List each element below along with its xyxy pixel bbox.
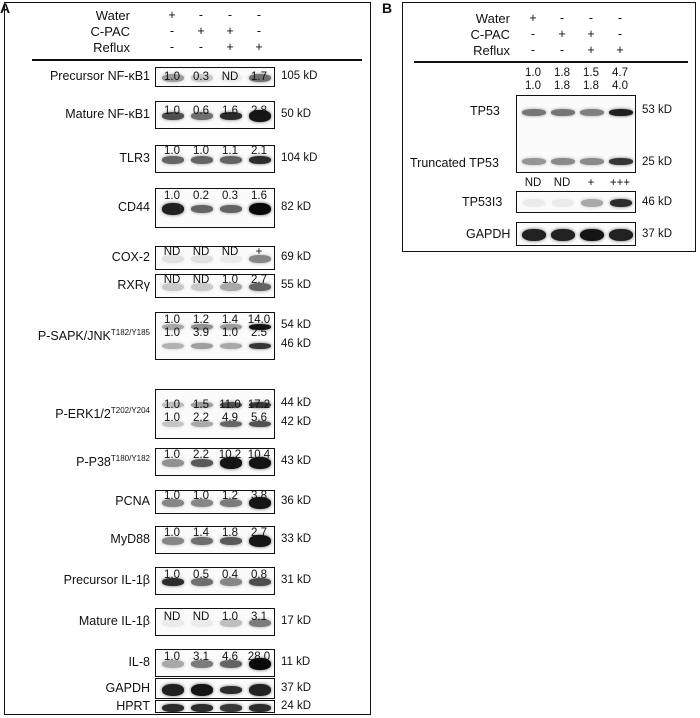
quant-value: 0.6 [193, 105, 209, 117]
quant-value: ND [221, 71, 239, 83]
protein-name: TLR3 [119, 151, 150, 165]
blot-14-band [220, 686, 242, 694]
treatment-symbol: - [588, 11, 594, 25]
quant-value: 3.1 [251, 611, 267, 623]
quant-value: 1.0 [164, 314, 180, 326]
blot-3-band [191, 205, 213, 213]
protein-label [10, 495, 150, 508]
panel-a-letter: A [0, 0, 11, 16]
kd-marker: 104 kD [281, 152, 318, 164]
blot-15-band [220, 704, 242, 712]
tp53-band [580, 158, 604, 165]
tp53-band [522, 158, 546, 165]
kd-marker: 55 kD [281, 279, 312, 291]
protein-label [10, 574, 150, 587]
blot-3-band [220, 205, 242, 213]
quant-value: 1.8 [583, 80, 599, 92]
quant-value: ND [163, 611, 181, 623]
quant-value: 1.6 [222, 105, 238, 117]
protein-name: MyD88 [110, 532, 150, 546]
protein-name: Mature IL-1β [78, 614, 150, 628]
protein-label [10, 279, 150, 292]
quant-value: ND [163, 274, 181, 286]
tp53i3-label: TP53I3 [462, 195, 503, 209]
protein-label [10, 108, 150, 121]
blot-15-band [191, 704, 213, 712]
protein-name: HPRT [116, 698, 150, 713]
protein-label [10, 201, 150, 214]
quant-value: 1.0 [164, 145, 180, 157]
blot-14 [155, 678, 275, 699]
quant-value: 1.0 [164, 399, 180, 411]
tp53i3-band [610, 199, 632, 207]
quant-value: 0.8 [251, 569, 267, 581]
kd-marker: 17 kD [281, 615, 312, 627]
quant-value: + [587, 177, 595, 189]
quant-value: 4.6 [222, 651, 238, 663]
quant-value: 1.0 [525, 67, 541, 79]
kd-marker: 105 kD [281, 70, 318, 82]
kd-marker: 44 kD [281, 397, 312, 409]
blot-15-band [162, 704, 184, 712]
quant-value: ND [163, 246, 181, 258]
quant-value: 1.2 [222, 490, 238, 502]
treatment-symbol: + [255, 40, 263, 54]
quant-value: 1.0 [164, 105, 180, 117]
panel-b-header-rule [414, 61, 688, 63]
protein-label [10, 615, 150, 628]
quant-value: 10.4 [247, 449, 271, 461]
treatment-symbol: + [616, 43, 624, 57]
tp53-band [551, 109, 575, 116]
protein-label [10, 329, 150, 343]
tp53-band [580, 109, 604, 116]
quant-value: 1.0 [222, 611, 238, 623]
quant-value: 10.2 [218, 449, 242, 461]
blot-2-band [162, 156, 184, 164]
quant-value: 1.0 [164, 327, 180, 339]
protein-name: Precursor NF-κB1 [49, 69, 150, 83]
treatment-symbol: - [198, 40, 204, 54]
treatment-symbol: - [617, 27, 623, 41]
quant-value: 11.0 [219, 399, 241, 411]
kd-marker: 31 kD [281, 574, 312, 586]
tp53-band [609, 109, 633, 116]
quant-value: ND [221, 246, 239, 258]
blot-6-band [220, 343, 242, 349]
blot-6-band [249, 343, 271, 349]
blot-15 [155, 700, 275, 713]
treatment-symbol: - [227, 8, 233, 22]
kd-marker: 36 kD [281, 495, 312, 507]
kd-marker: 82 kD [281, 201, 312, 213]
treatment-symbol: + [226, 40, 234, 54]
protein-label [10, 682, 150, 695]
quant-value: ND [524, 177, 542, 189]
tp53-band [522, 109, 546, 116]
tp53i3-band [552, 199, 574, 207]
tp53i3-blot [516, 191, 636, 213]
treatment-label: Water [95, 8, 130, 23]
quant-value: ND [192, 611, 210, 623]
kd-marker: 42 kD [281, 416, 312, 428]
treatment-symbol: - [256, 24, 262, 38]
quant-value: ND [192, 246, 210, 258]
blot-15-band [249, 704, 271, 712]
treatment-symbol: - [198, 8, 204, 22]
protein-name: Mature NF-κB1 [65, 107, 150, 121]
protein-name: IL-8 [128, 655, 150, 669]
quant-value: 1.8 [554, 80, 570, 92]
protein-label [10, 533, 150, 546]
truncated-kd: 25 kD [642, 156, 673, 168]
tp53-blot [516, 95, 636, 173]
treatment-label: C-PAC [90, 24, 130, 39]
quant-value: 1.0 [164, 651, 180, 663]
quant-value: 5.6 [251, 412, 267, 424]
quant-value: 1.1 [222, 145, 238, 157]
treatment-symbol: - [559, 11, 565, 25]
treatment-symbol: + [529, 11, 537, 25]
quant-value: 0.3 [222, 190, 238, 202]
protein-label [10, 656, 150, 669]
quant-value: 1.0 [164, 527, 180, 539]
truncated-tp53-label: Truncated TP53 [410, 156, 499, 170]
kd-marker: 54 kD [281, 319, 312, 332]
treatment-label: Reflux [473, 43, 510, 58]
quant-value: 1.8 [222, 527, 238, 539]
quant-value: 0.2 [193, 190, 209, 202]
treatment-symbol: + [168, 8, 176, 22]
quant-value: 1.0 [525, 80, 541, 92]
quant-value: 1.0 [193, 145, 209, 157]
kd-marker: 43 kD [281, 455, 312, 467]
tp53i3-kd: 46 kD [642, 196, 673, 208]
kd-marker: 37 kD [281, 681, 312, 694]
treatment-symbol: + [197, 24, 205, 38]
treatment-label: C-PAC [470, 27, 510, 42]
protein-name: PCNA [115, 494, 150, 508]
quant-value: 28.0 [247, 651, 271, 663]
blot-6-band [162, 343, 184, 349]
blot-3-band [249, 203, 271, 215]
gapdh-b-kd: 37 kD [642, 228, 673, 240]
quant-value: 1.4 [222, 314, 238, 326]
quant-value: 1.5 [193, 399, 209, 411]
quant-value: 1.4 [193, 527, 209, 539]
treatment-symbol: + [226, 24, 234, 38]
treatment-symbol: + [558, 27, 566, 41]
kd-marker: 33 kD [281, 533, 312, 545]
protein-name: P-ERK1/2 [55, 407, 111, 422]
protein-name: CD44 [118, 200, 150, 214]
quant-value: 4.9 [222, 412, 238, 424]
protein-label [10, 700, 150, 713]
quant-value: 1.2 [193, 314, 209, 326]
blot-14-band [249, 684, 271, 696]
treatment-symbol: + [587, 43, 595, 57]
tp53-band [609, 158, 633, 165]
protein-name: COX-2 [111, 250, 150, 264]
quant-value: 1.0 [164, 569, 180, 581]
treatment-symbol: - [530, 27, 536, 41]
blot-2-band [220, 156, 242, 164]
protein-label [10, 455, 150, 469]
protein-name: RXRγ [117, 278, 150, 292]
blot-6-band [191, 343, 213, 349]
quant-value: 1.0 [164, 190, 180, 202]
quant-value: 2.7 [251, 527, 267, 539]
gapdh-b-band [609, 229, 633, 241]
kd-marker: 46 kD [281, 337, 312, 350]
tp53i3-band [523, 199, 545, 207]
quant-value: 1.0 [222, 274, 238, 286]
kd-marker: 24 kD [281, 699, 312, 712]
treatment-symbol: - [169, 40, 175, 54]
treatment-symbol: - [256, 8, 262, 22]
blot-14-band [191, 684, 213, 696]
blot-3-band [162, 203, 184, 215]
protein-site: T182/Y185 [110, 328, 150, 337]
quant-value: 0.5 [193, 569, 209, 581]
panel-b-letter: B [382, 0, 393, 16]
quant-value: 3.9 [193, 327, 209, 339]
quant-value: 1.5 [583, 67, 599, 79]
quant-value: 2.1 [251, 145, 267, 157]
protein-label [10, 251, 150, 264]
gapdh-b-blot [516, 222, 636, 246]
treatment-symbol: - [169, 24, 175, 38]
protein-label [10, 152, 150, 165]
protein-site: T202/Y204 [110, 406, 150, 415]
quant-value: 4.7 [612, 67, 628, 79]
protein-name: P-SAPK/JNK [37, 329, 111, 344]
quant-value: +++ [609, 177, 631, 189]
tp53-kd: 53 kD [642, 104, 673, 116]
quant-value: 0.3 [193, 71, 209, 83]
quant-value: 1.0 [164, 412, 180, 424]
tp53-band [551, 158, 575, 165]
quant-value: 1.0 [164, 71, 180, 83]
protein-label [10, 70, 150, 83]
quant-value: 3.1 [193, 651, 209, 663]
gapdh-b-band [551, 229, 575, 241]
kd-marker: 69 kD [281, 251, 312, 263]
tp53i3-band [581, 199, 603, 207]
quant-value: ND [192, 274, 210, 286]
quant-value: 2.7 [251, 274, 267, 286]
protein-site: T180/Y182 [110, 454, 150, 463]
quant-value: 2.8 [251, 105, 267, 117]
quant-value: + [255, 246, 263, 258]
quant-value: 4.0 [612, 80, 628, 92]
quant-value: 1.0 [193, 490, 209, 502]
protein-label [10, 407, 150, 421]
quant-value: 3.8 [251, 490, 267, 502]
quant-value: 14.0 [247, 314, 271, 326]
quant-value: 2.5 [251, 327, 267, 339]
gapdh-b-band [580, 229, 604, 241]
protein-name: P-P38 [76, 455, 111, 470]
quant-value: 1.0 [164, 449, 180, 461]
treatment-symbol: - [559, 43, 565, 57]
treatment-symbol: - [617, 11, 623, 25]
treatment-label: Reflux [93, 40, 130, 55]
kd-marker: 11 kD [281, 656, 311, 668]
blot-2-band [191, 156, 213, 164]
quant-value: 1.8 [554, 67, 570, 79]
quant-value: 1.7 [251, 71, 267, 83]
tp53-label: TP53 [470, 104, 500, 118]
panel-a-header-rule [32, 59, 362, 61]
blot-14-band [162, 684, 184, 696]
gapdh-b-label: GAPDH [466, 227, 511, 241]
quant-value: 2.2 [193, 449, 209, 461]
quant-value: 1.0 [222, 327, 238, 339]
quant-value: 17.2 [247, 399, 271, 411]
blot-2-band [249, 156, 271, 164]
treatment-symbol: + [587, 27, 595, 41]
kd-marker: 50 kD [281, 108, 312, 120]
quant-value: 1.6 [251, 190, 267, 202]
protein-name: Precursor IL-1β [63, 573, 150, 587]
quant-value: 0.4 [222, 569, 238, 581]
treatment-label: Water [475, 11, 510, 26]
gapdh-b-band [522, 229, 546, 241]
quant-value: ND [553, 177, 571, 189]
quant-value: 2.2 [193, 412, 209, 424]
quant-value: 1.0 [164, 490, 180, 502]
treatment-symbol: - [530, 43, 536, 57]
protein-name: GAPDH [105, 680, 150, 695]
